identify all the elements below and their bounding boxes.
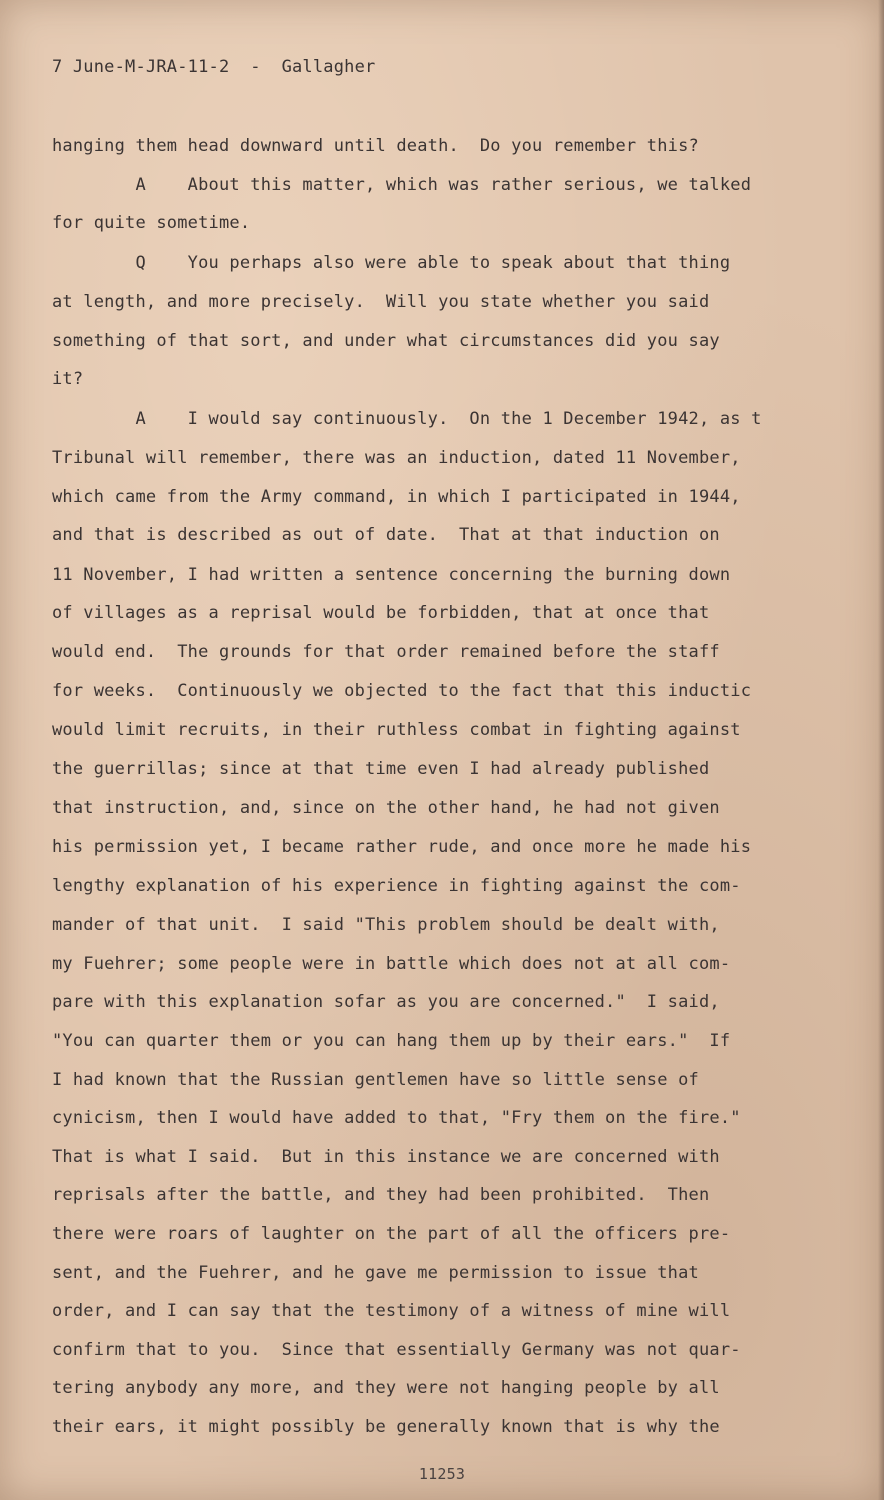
text-line: and that is described as out of date. That at that induction on [52,525,720,545]
text-line: order, and I can say that the testimony of a witness of mine will [52,1301,731,1321]
page-header: 7 June-M-JRA-11-2 - Gallagher [52,57,376,77]
text-line: it? [52,369,84,389]
text-line: at length, and more precisely. Will you state whether you said [52,292,710,312]
text-line: Tribunal will remember, there was an induction, dated 11 November, [52,448,741,468]
text-line: reprisals after the battle, and they had been prohibited. Then [52,1185,710,1205]
text-line: mander of that unit. I said "This problem should be dealt with, [52,915,720,935]
page-edge-shadow [878,0,884,1500]
page-number: 11253 [418,1465,466,1483]
text-line: for weeks. Continuously we objected to the fact that this inductic [52,681,752,701]
text-line: Q You perhaps also were able to speak about that thing [52,253,731,273]
text-line: the guerrillas; since at that time even I had already published [52,759,710,779]
text-line: which came from the Army command, in which I participated in 1944, [52,487,741,507]
text-line: sent, and the Fuehrer, and he gave me permission to issue that [52,1263,699,1283]
text-line: confirm that to you. Since that essentially Germany was not quar- [52,1340,741,1360]
text-line: tering anybody any more, and they were not hanging people by all [52,1378,720,1398]
text-line: That is what I said. But in this instance we are concerned with [52,1147,720,1167]
text-line: their ears, it might possibly be generally known that is why the [52,1417,720,1437]
text-line: for quite sometime. [52,213,251,233]
text-line: A I would say continuously. On the 1 December 1942, as t [52,409,762,429]
text-line: would end. The grounds for that order remained before the staff [52,642,720,662]
text-line: would limit recruits, in their ruthless combat in fighting against [52,720,741,740]
text-line: "You can quarter them or you can hang them up by their ears." If [52,1031,731,1051]
text-line: there were roars of laughter on the part of all the officers pre- [52,1224,731,1244]
text-line: his permission yet, I became rather rude, and once more he made his [52,837,752,857]
text-line: I had known that the Russian gentlemen have so little sense of [52,1070,699,1090]
text-line: pare with this explanation sofar as you are concerned." I said, [52,992,720,1012]
text-line: 11 November, I had written a sentence concerning the burning down [52,565,731,585]
text-line: that instruction, and, since on the other hand, he had not given [52,798,720,818]
text-line: of villages as a reprisal would be forbidden, that at once that [52,603,710,623]
text-line: lengthy explanation of his experience in fighting against the com- [52,876,741,896]
text-line: something of that sort, and under what circumstances did you say [52,331,720,351]
text-line: A About this matter, which was rather serious, we talked [52,175,752,195]
text-line: hanging them head downward until death. Do you remember this? [52,136,699,156]
text-line: cynicism, then I would have added to that, "Fry them on the fire." [52,1108,741,1128]
text-line: my Fuehrer; some people were in battle which does not at all com- [52,954,731,974]
